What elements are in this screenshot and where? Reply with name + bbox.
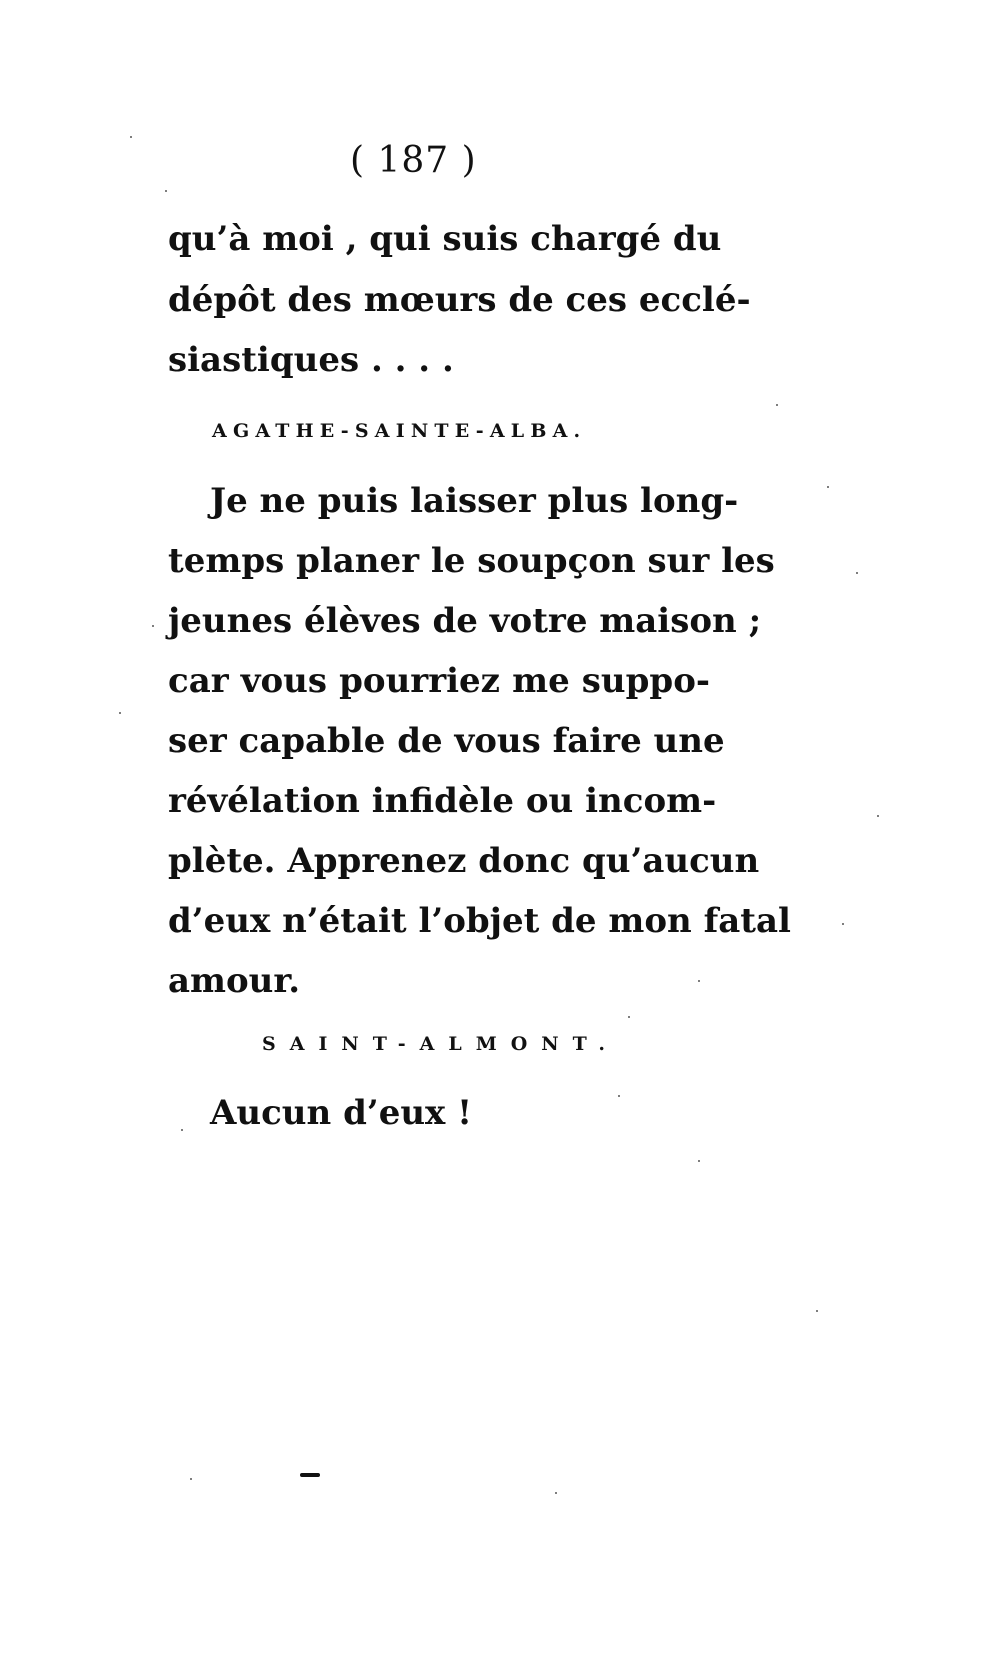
text-line-4: Je ne puis laisser plus long- [210, 481, 739, 521]
speaker-name: AGATHE-SAINTE-ALBA. [212, 420, 587, 442]
text-line-2: dépôt des mœurs de ces ecclé- [168, 280, 751, 320]
speaker-name-2: SAINT-ALMONT. [262, 1033, 619, 1055]
ink-mark [300, 1473, 320, 1477]
text-line-1: qu’à moi , qui suis chargé du [168, 219, 722, 259]
page-number: ( 187 ) [350, 140, 477, 181]
text-line-8: ser capable de vous faire une [168, 721, 725, 761]
text-line-13: Aucun d’eux ! [210, 1093, 473, 1133]
text-line-11: d’eux n’était l’objet de mon fatal [168, 901, 791, 941]
text-line-7: car vous pourriez me suppo- [168, 661, 710, 701]
text-line-10: plète. Apprenez donc qu’aucun [168, 841, 760, 881]
text-line-3: siastiques . . . . [168, 340, 454, 380]
text-line-6: jeunes élèves de votre maison ; [168, 601, 762, 641]
text-line-12: amour. [168, 961, 301, 1001]
text-line-5: temps planer le soupçon sur les [168, 541, 775, 581]
text-line-9: révélation infidèle ou incom- [168, 781, 717, 821]
